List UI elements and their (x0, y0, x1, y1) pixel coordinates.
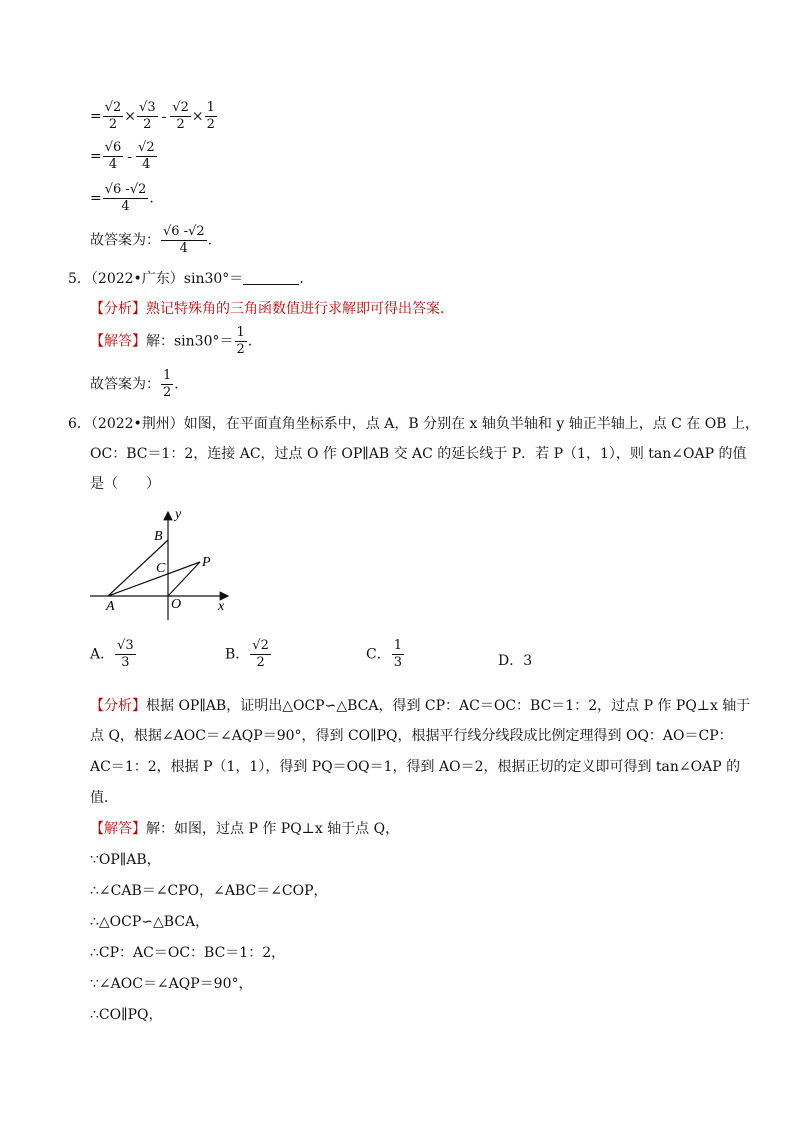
denominator: 2 (236, 342, 245, 357)
q5-analysis (90, 298, 454, 320)
question-number: 6． (68, 416, 91, 432)
denominator: 2 (163, 385, 172, 400)
q6-stem-line-3: 是（ ） (90, 476, 160, 492)
option-label: A． (90, 646, 115, 663)
segment-AP (108, 562, 200, 596)
q6-step-3: ∴△OCP∽△BCA， (90, 914, 210, 930)
fraction (103, 100, 124, 133)
option-label: B． (225, 646, 250, 663)
analysis-text: 熟记特殊角的三角函数值进行求解即可得出答案． (146, 301, 454, 317)
q6-option-c[interactable] (366, 638, 405, 671)
label-A: A (106, 599, 115, 614)
analysis-text: 根据 OP∥AB，证明出△OCP∽△BCA，得到 CP：AC＝OC：BC＝1：2，过点 P 作 PQ⊥x 轴于 (146, 698, 751, 714)
numerator: √2 (104, 100, 122, 115)
numerator: √2 (138, 140, 155, 155)
solution-tag: 【解答】 (90, 821, 146, 837)
denominator: 4 (108, 157, 118, 172)
fraction (392, 638, 404, 671)
question-number: 5． (68, 271, 91, 287)
numerator: √3 (117, 638, 134, 653)
label-y: y (175, 507, 182, 522)
operator: × (191, 108, 204, 125)
q6-option-b[interactable] (225, 638, 272, 671)
operator: - (161, 108, 167, 125)
denominator: 2 (108, 117, 118, 132)
fraction (161, 368, 173, 401)
q6-solution-line-1 (90, 818, 399, 840)
q6-step-4: ∴CP：AC＝OC：BC＝1：2， (90, 945, 286, 961)
label-O: O (171, 597, 182, 612)
period: ． (299, 271, 314, 287)
q6-step-1: ∵OP∥AB， (90, 852, 161, 868)
q5-solution (90, 325, 262, 358)
denominator: 4 (121, 199, 130, 214)
fraction (250, 638, 271, 671)
label-x: x (218, 599, 225, 614)
equals-sign: = (90, 190, 102, 207)
q6-stem-line-2: OC：BC＝1：2，连接 AC，过点 O 作 OP∥AB 交 AC 的延长线于 P．若 P（1，1），则 tan∠OAP 的值 (90, 446, 747, 462)
period: ． (174, 376, 189, 393)
question-text: （2022•荆州）如图，在平面直角坐标系中，点 A，B 分别在 x 轴负半轴和 y 轴正半轴上，点 C 在 OB 上， (90, 416, 759, 432)
fraction (103, 140, 124, 173)
q6-step-5: ∵∠AOC＝∠AQP＝90°， (90, 976, 253, 992)
q6-step-6: ∴CO∥PQ， (90, 1007, 163, 1023)
answer-label: 故答案为： (90, 376, 160, 393)
numerator: 1 (163, 368, 172, 383)
numerator: 1 (236, 325, 245, 340)
q6-analysis-line-1 (90, 695, 750, 717)
denominator: 3 (121, 655, 130, 670)
fraction (137, 100, 158, 133)
solution-tag: 【解答】 (90, 333, 146, 350)
fraction (103, 182, 149, 215)
equals-sign: = (90, 148, 102, 165)
fraction (205, 100, 217, 133)
derivation-answer (90, 224, 212, 257)
q6-step-2: ∴∠CAB＝∠CPO，∠ABC＝∠COP， (90, 883, 328, 899)
question-text: （2022•广东）sin30°＝ (90, 271, 244, 287)
q6-option-a[interactable] (90, 638, 137, 671)
denominator: 2 (206, 117, 215, 132)
numerator: √3 (139, 100, 156, 115)
denominator: 3 (393, 655, 402, 670)
numerator: 1 (206, 100, 215, 115)
coordinate-figure (86, 500, 246, 625)
segment-OP (168, 562, 200, 596)
analysis-tag: 【分析】 (90, 698, 146, 714)
derivation-line-1 (90, 100, 218, 133)
answer-blank (243, 270, 299, 285)
derivation-line-3 (90, 182, 154, 215)
answer-label: 故答案为： (90, 232, 160, 249)
solution-text: 解：如图，过点 P 作 PQ⊥x 轴于点 Q， (146, 821, 400, 837)
fraction (115, 638, 136, 671)
numerator: √6 (104, 140, 122, 155)
q5-stem (68, 268, 313, 290)
q6-analysis-line-4: 值． (90, 790, 118, 806)
operator: × (124, 108, 137, 125)
label-B: B (154, 529, 163, 544)
denominator: 2 (256, 655, 265, 670)
fraction (161, 224, 207, 257)
derivation-line-2 (90, 140, 158, 173)
option-label: D．3 (498, 653, 533, 669)
fraction (136, 140, 157, 173)
numerator: √2 (252, 638, 269, 653)
equals-sign: = (90, 108, 102, 125)
denominator: 4 (142, 157, 151, 172)
period: ． (247, 333, 262, 350)
label-C: C (156, 561, 166, 576)
q6-analysis-line-2: 点 Q，根据∠AOC＝∠AQP＝90°，得到 CO∥PQ，根据平行线分线段成比例定理得到 OQ：AO＝CP： (90, 728, 733, 744)
denominator: 2 (143, 117, 152, 132)
option-label: C． (366, 646, 391, 663)
period: . (207, 232, 213, 249)
numerator: √2 (172, 100, 189, 115)
denominator: 2 (176, 117, 185, 132)
q6-analysis-line-3: AC＝1：2，根据 P（1，1），得到 PQ＝OQ＝1，得到 AO＝2，根据正切的定义即可得到 tan∠OAP 的 (90, 759, 741, 775)
numerator: √6 -√2 (104, 182, 147, 197)
q6-option-d[interactable] (498, 650, 532, 670)
fraction (235, 325, 247, 358)
fraction (170, 100, 191, 133)
q6-stem-line-1 (68, 413, 759, 435)
numerator: 1 (393, 638, 402, 653)
label-P: P (202, 555, 211, 570)
period: . (149, 190, 154, 207)
denominator: 4 (179, 241, 188, 256)
analysis-tag: 【分析】 (90, 301, 146, 317)
q5-answer (90, 368, 188, 401)
numerator: √6 -√2 (163, 224, 205, 239)
solution-text: 解：sin30°＝ (146, 333, 234, 350)
operator: - (127, 148, 133, 165)
